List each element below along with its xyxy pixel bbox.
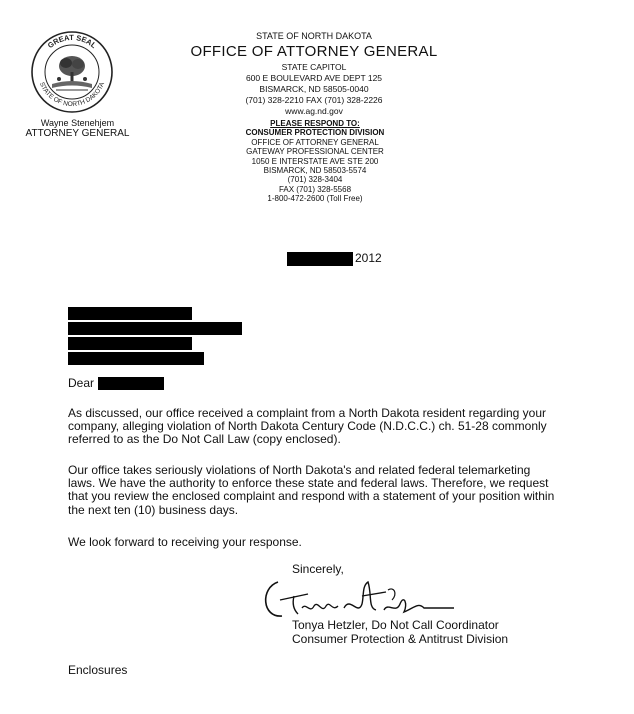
letterhead-line: STATE CAPITOL <box>281 62 347 72</box>
respond-to-division: CONSUMER PROTECTION DIVISION <box>245 128 385 138</box>
letterhead-state: STATE OF NORTH DAKOTA <box>256 31 372 41</box>
body-paragraph-3: We look forward to receiving your response. <box>68 535 302 549</box>
respond-to-line: BISMARCK, ND 58503-5574 <box>263 166 367 176</box>
seal-top-text: GREAT SEAL <box>45 32 99 51</box>
respond-to-line: OFFICE OF ATTORNEY GENERAL <box>251 137 379 147</box>
respond-to-line: 1050 E INTERSTATE AVE STE 200 <box>251 156 379 166</box>
salutation: Dear <box>68 376 95 390</box>
respond-to-line: GATEWAY PROFESSIONAL CENTER <box>246 147 384 157</box>
respond-to-line: (701) 328-3404 <box>287 175 343 185</box>
body-paragraph-1: As discussed, our office received a complaint from a North Dakota resident regarding your company, alleging violation of North Dakota Century Code (N.D.C.C.) ch. 51-28 commonly referred to as the Do Not Call Law (copy enclosed). <box>68 406 547 447</box>
date-year: 2012 <box>355 251 382 265</box>
respond-to-heading: PLEASE RESPOND TO: <box>270 119 360 128</box>
letterhead-office: OFFICE OF ATTORNEY GENERAL <box>190 43 438 60</box>
respond-to-line: FAX (701) 328-5568 <box>278 184 352 194</box>
seal-bottom-text: STATE OF NORTH DAKOTA <box>37 81 107 109</box>
redacted-date <box>287 252 353 266</box>
redacted-address-line <box>68 307 192 320</box>
letterhead-address <box>170 62 458 117</box>
body-paragraph-2: Our office takes seriously violations of North Dakota's and related federal telemarketing laws. We have the authority to enforce these state and federal laws. Therefore, we request that you review the enclosed complaint and respond with a statement of your position within the next ten (10) business days. <box>68 463 555 517</box>
closing: Sincerely, <box>292 562 344 576</box>
respond-to-line: 1-800-472-2600 (Toll Free) <box>267 194 363 204</box>
signer-division: Consumer Protection & Antitrust Division <box>292 632 509 646</box>
attorney-general-name: Wayne Stenehjem <box>40 118 115 128</box>
letterhead-line: www.ag.nd.gov <box>285 106 343 116</box>
enclosures-label: Enclosures <box>68 663 128 677</box>
letterhead-line: (701) 328-2210 FAX (701) 328-2226 <box>245 95 383 105</box>
redacted-address-line <box>68 337 192 350</box>
letterhead-line: BISMARCK, ND 58505-0040 <box>259 84 369 94</box>
signer-name: Tonya Hetzler, Do Not Call Coordinator <box>292 618 499 632</box>
attorney-general-title: ATTORNEY GENERAL <box>25 128 130 139</box>
respond-to-block <box>212 119 418 204</box>
state-seal-logo <box>30 30 114 114</box>
redacted-recipient-name <box>98 377 164 390</box>
redacted-address-line <box>68 322 242 335</box>
letterhead-line: 600 E BOULEVARD AVE DEPT 125 <box>245 73 383 83</box>
redacted-address-line <box>68 352 204 365</box>
